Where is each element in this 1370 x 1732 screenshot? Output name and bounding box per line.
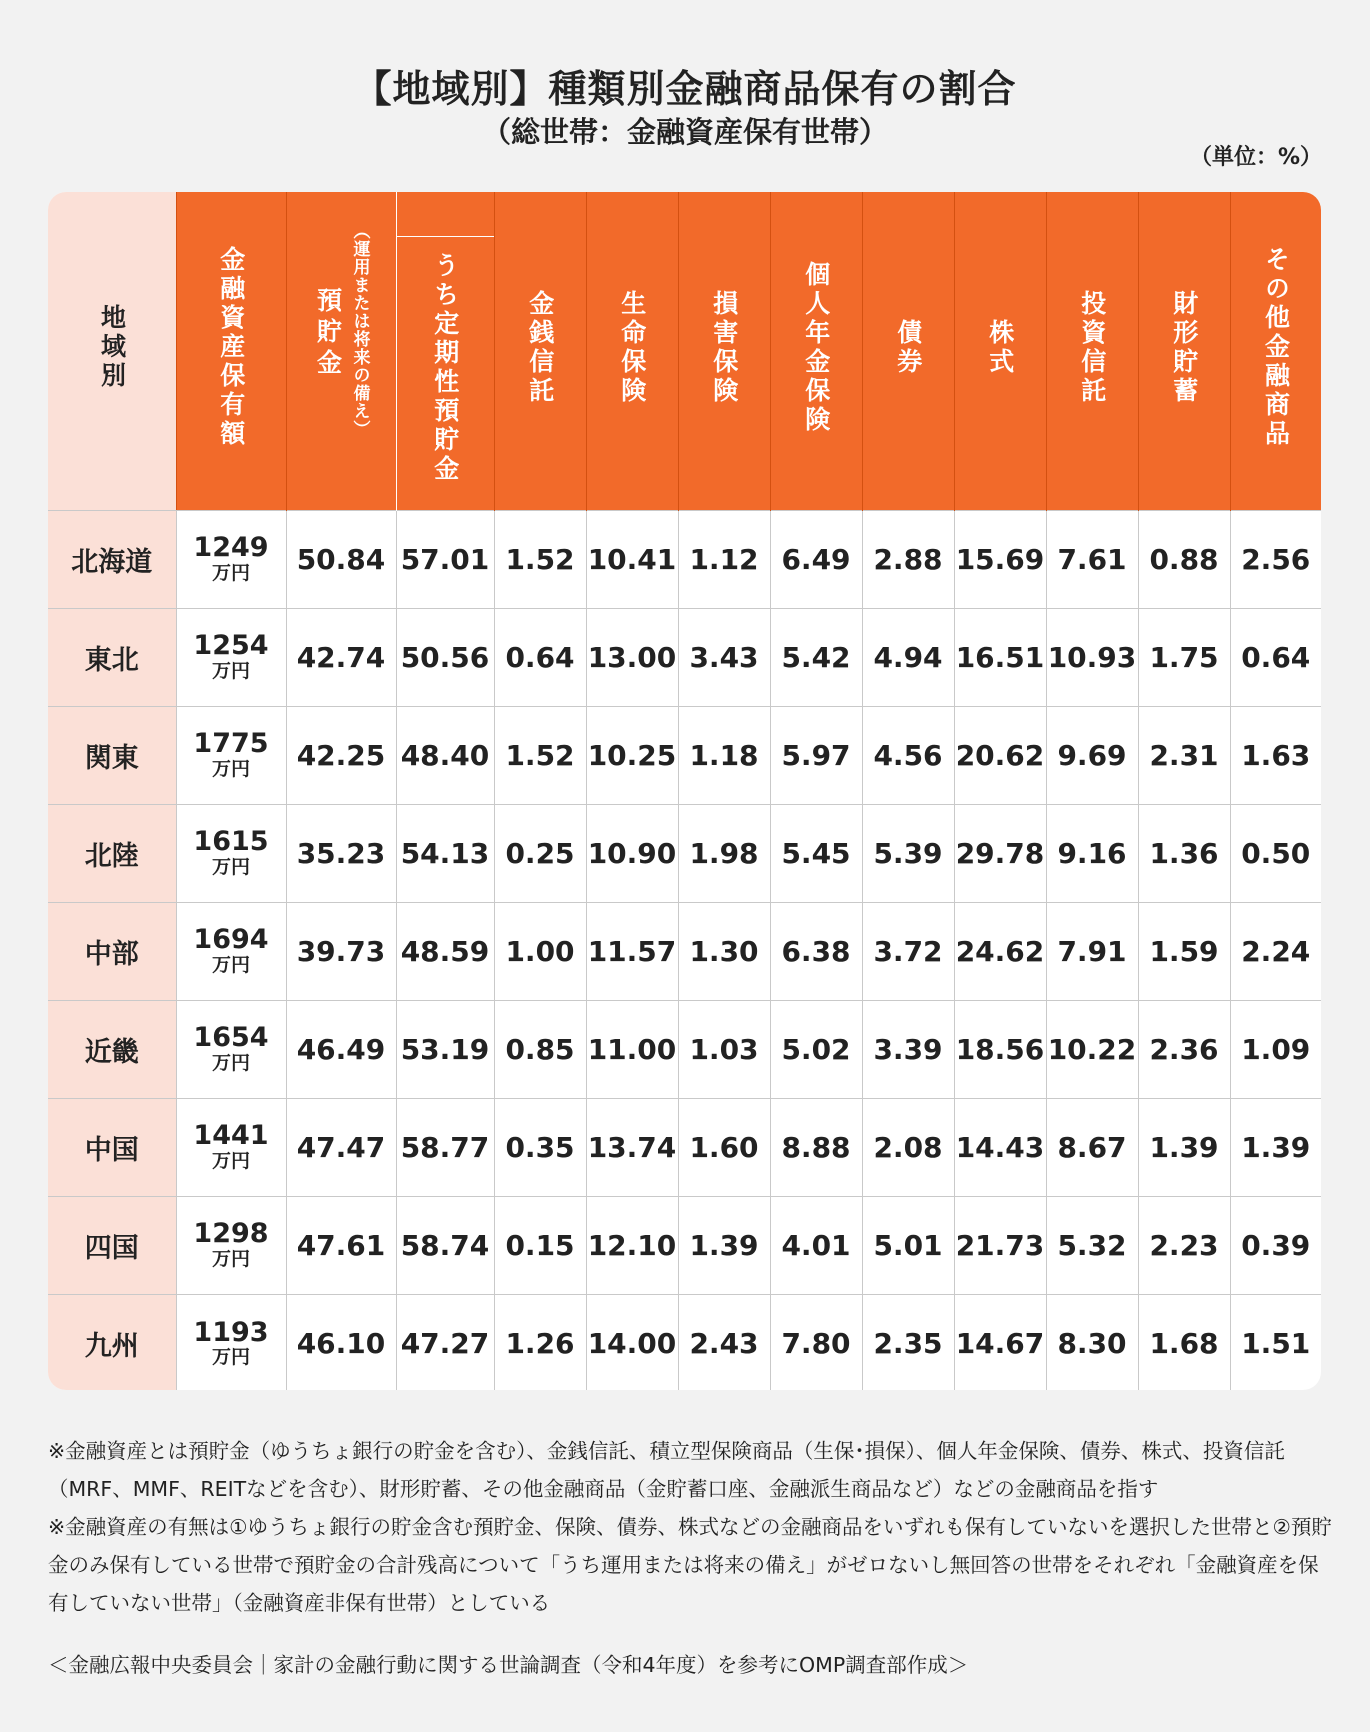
value-cell: 2.35 [862,1294,954,1390]
value-cell: 7.80 [770,1294,862,1390]
value-cell: 39.73 [286,902,396,1000]
header-life-insurance: 生命保険 [586,192,678,510]
value-cell: 5.32 [1046,1196,1138,1294]
amount-unit: 万円 [211,953,250,976]
region-cell: 近畿 [48,1000,176,1098]
region-cell: 北海道 [48,510,176,608]
value-cell: 1.52 [494,706,586,804]
region-cell: 中国 [48,1098,176,1196]
value-cell: 1.63 [1230,706,1321,804]
amount-value: 1775 [193,728,269,760]
value-cell: 14.43 [954,1098,1046,1196]
value-cell: 5.42 [770,608,862,706]
amount-cell [176,1000,286,1098]
value-cell: 1.39 [678,1196,770,1294]
footnotes [48,1432,1338,1622]
value-cell: 2.56 [1230,510,1321,608]
value-cell: 0.85 [494,1000,586,1098]
value-cell: 7.91 [1046,902,1138,1000]
table-row [48,608,1321,706]
table-row [48,902,1321,1000]
value-cell: 15.69 [954,510,1046,608]
value-cell: 10.90 [586,804,678,902]
amount-cell [176,1098,286,1196]
value-cell: 35.23 [286,804,396,902]
value-cell: 18.56 [954,1000,1046,1098]
value-cell: 3.72 [862,902,954,1000]
value-cell: 2.08 [862,1098,954,1196]
table-row [48,1098,1321,1196]
value-cell: 10.93 [1046,608,1138,706]
value-cell: 1.12 [678,510,770,608]
amount-value: 1193 [193,1316,269,1348]
value-cell: 3.43 [678,608,770,706]
value-cell: 46.49 [286,1000,396,1098]
header-deposits-label: 預貯金 [313,287,343,380]
source-note: ＜金融広報中央委員会｜家計の金融行動に関する世論調査（令和4年度）を参考にOMP調査部作成＞ [48,1653,969,1677]
region-cell: 北陸 [48,804,176,902]
value-cell: 50.56 [396,608,494,706]
header-row [48,192,1321,510]
value-cell: 1.59 [1138,902,1230,1000]
table-row [48,510,1321,608]
header-region: 地域別 [48,192,176,510]
header-deposits [286,192,396,510]
footnote-1: ※金融資産とは預貯金（ゆうちょ銀行の貯金を含む）、金銭信託、積立型保険商品（生保･損保）、個人年金保険、債券、株式、投資信託（MRF、MMF、REITなどを含む）、財形貯蓄、その他金融商品（金貯蓄口座、金融派生商品など）などの金融商品を指す [48,1439,1285,1501]
region-cell: 東北 [48,608,176,706]
value-cell: 5.39 [862,804,954,902]
header-amount: 金融資産保有額 [176,192,286,510]
chart-subtitle: （総世帯：金融資産保有世帯） [481,115,888,149]
amount-value: 1615 [193,826,269,858]
data-table-container [48,192,1321,1390]
value-cell: 1.75 [1138,608,1230,706]
value-cell: 1.30 [678,902,770,1000]
value-cell: 48.40 [396,706,494,804]
value-cell: 1.60 [678,1098,770,1196]
value-cell: 20.62 [954,706,1046,804]
amount-value: 1694 [193,924,269,956]
value-cell: 9.69 [1046,706,1138,804]
amount-unit: 万円 [211,1247,250,1270]
amount-cell [176,608,286,706]
value-cell: 1.51 [1230,1294,1321,1390]
value-cell: 6.49 [770,510,862,608]
value-cell: 5.97 [770,706,862,804]
value-cell: 10.22 [1046,1000,1138,1098]
value-cell: 13.74 [586,1098,678,1196]
value-cell: 2.31 [1138,706,1230,804]
amount-unit: 万円 [211,855,250,878]
value-cell: 0.64 [494,608,586,706]
value-cell: 47.47 [286,1098,396,1196]
value-cell: 21.73 [954,1196,1046,1294]
value-cell: 6.38 [770,902,862,1000]
value-cell: 1.39 [1230,1098,1321,1196]
value-cell: 8.67 [1046,1098,1138,1196]
header-employee-savings: 財形貯蓄 [1138,192,1230,510]
value-cell: 1.03 [678,1000,770,1098]
header-other: その他金融商品 [1230,192,1321,510]
amount-unit: 万円 [211,1051,250,1074]
value-cell: 12.10 [586,1196,678,1294]
value-cell: 5.01 [862,1196,954,1294]
value-cell: 16.51 [954,608,1046,706]
value-cell: 50.84 [286,510,396,608]
header-deposits-note: （運用または将来の備え） [349,222,370,438]
value-cell: 29.78 [954,804,1046,902]
value-cell: 13.00 [586,608,678,706]
amount-value: 1654 [193,1022,269,1054]
region-cell: 四国 [48,1196,176,1294]
table-body [48,510,1321,1390]
region-cell: 九州 [48,1294,176,1390]
value-cell: 5.45 [770,804,862,902]
footnote-2: ※金融資産の有無は①ゆうちょ銀行の貯金含む預貯金、保険、債券、株式などの金融商品をいずれも保有していないを選択した世帯と②預貯金のみ保有している世帯で預貯金の合計残高について「うち運用または将来の備え」がゼロないし無回答の世帯をそれぞれ「金融資産を保有していない世帯」（金融資産非保有世帯）としている [48,1515,1332,1615]
table-row [48,1000,1321,1098]
value-cell: 8.88 [770,1098,862,1196]
amount-value: 1298 [193,1218,269,1250]
amount-cell [176,1196,286,1294]
table-row [48,706,1321,804]
value-cell: 11.57 [586,902,678,1000]
amount-cell [176,1294,286,1390]
value-cell: 2.24 [1230,902,1321,1000]
header-stocks: 株式 [954,192,1046,510]
table-row [48,1294,1321,1390]
value-cell: 1.36 [1138,804,1230,902]
value-cell: 42.25 [286,706,396,804]
value-cell: 0.88 [1138,510,1230,608]
amount-unit: 万円 [211,561,250,584]
value-cell: 0.64 [1230,608,1321,706]
value-cell: 1.52 [494,510,586,608]
value-cell: 3.39 [862,1000,954,1098]
table-row [48,804,1321,902]
value-cell: 47.61 [286,1196,396,1294]
amount-unit: 万円 [211,659,250,682]
value-cell: 54.13 [396,804,494,902]
value-cell: 58.77 [396,1098,494,1196]
value-cell: 1.39 [1138,1098,1230,1196]
chart-title: 【地域別】種類別金融商品保有の割合 [353,67,1017,111]
value-cell: 11.00 [586,1000,678,1098]
value-cell: 24.62 [954,902,1046,1000]
value-cell: 46.10 [286,1294,396,1390]
header-bonds: 債券 [862,192,954,510]
value-cell: 4.01 [770,1196,862,1294]
value-cell: 0.39 [1230,1196,1321,1294]
value-cell: 2.88 [862,510,954,608]
value-cell: 2.23 [1138,1196,1230,1294]
amount-cell [176,510,286,608]
value-cell: 58.74 [396,1196,494,1294]
value-cell: 0.35 [494,1098,586,1196]
value-cell: 2.43 [678,1294,770,1390]
value-cell: 2.36 [1138,1000,1230,1098]
value-cell: 1.68 [1138,1294,1230,1390]
header-pension-insurance: 個人年金保険 [770,192,862,510]
value-cell: 1.18 [678,706,770,804]
value-cell: 1.09 [1230,1000,1321,1098]
value-cell: 7.61 [1046,510,1138,608]
value-cell: 1.00 [494,902,586,1000]
value-cell: 10.25 [586,706,678,804]
amount-cell [176,902,286,1000]
value-cell: 1.26 [494,1294,586,1390]
amount-unit: 万円 [211,1149,250,1172]
value-cell: 9.16 [1046,804,1138,902]
value-cell: 57.01 [396,510,494,608]
header-investment-trust: 投資信託 [1046,192,1138,510]
value-cell: 0.50 [1230,804,1321,902]
amount-cell [176,706,286,804]
amount-value: 1249 [193,532,269,564]
value-cell: 5.02 [770,1000,862,1098]
amount-unit: 万円 [211,1345,250,1368]
region-cell: 関東 [48,706,176,804]
value-cell: 4.56 [862,706,954,804]
header-nonlife-insurance: 損害保険 [678,192,770,510]
amount-value: 1441 [193,1120,269,1152]
region-cell: 中部 [48,902,176,1000]
amount-unit: 万円 [211,757,250,780]
value-cell: 14.67 [954,1294,1046,1390]
value-cell: 47.27 [396,1294,494,1390]
value-cell: 42.74 [286,608,396,706]
value-cell: 0.15 [494,1196,586,1294]
value-cell: 0.25 [494,804,586,902]
value-cell: 14.00 [586,1294,678,1390]
value-cell: 1.98 [678,804,770,902]
table-row [48,1196,1321,1294]
value-cell: 53.19 [396,1000,494,1098]
unit-label: （単位：%） [1189,145,1322,170]
header-money-trust: 金銭信託 [494,192,586,510]
amount-cell [176,804,286,902]
data-table [48,192,1321,1390]
value-cell: 10.41 [586,510,678,608]
value-cell: 4.94 [862,608,954,706]
header-fixed-deposits: うち定期性預貯金 [396,192,494,510]
value-cell: 48.59 [396,902,494,1000]
value-cell: 8.30 [1046,1294,1138,1390]
amount-value: 1254 [193,630,269,662]
